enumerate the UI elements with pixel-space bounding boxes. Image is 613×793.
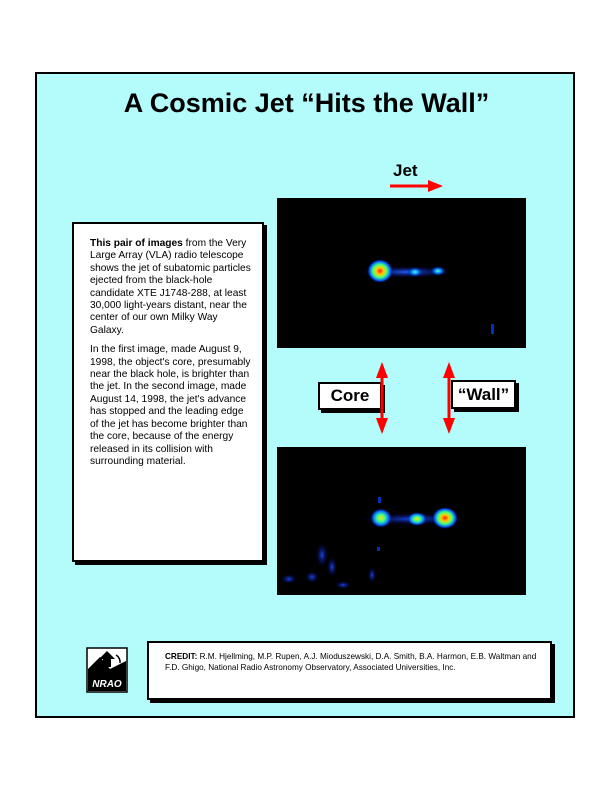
jet-arrow-icon <box>390 180 443 192</box>
credit-text: R.M. Hjellming, M.P. Rupen, A.J. Mioduszewski, D.A. Smith, B.A. Harmon, E.B. Waltman and F.D. Ghigo, National Radio Astronomy Observatory, Associated Universities, Inc. <box>165 652 537 673</box>
wall-label: “Wall” <box>451 380 516 409</box>
description-lead: This pair of images <box>90 238 183 249</box>
core-label: Core <box>318 382 382 410</box>
credit-box <box>147 641 552 700</box>
core-double-arrow-icon <box>376 362 388 434</box>
nrao-logo <box>86 647 128 693</box>
page-title: A Cosmic Jet “Hits the Wall” <box>123 88 490 118</box>
credit-label: CREDIT: <box>165 652 198 661</box>
jet-label: Jet <box>393 161 418 180</box>
logo-text: NRAO <box>92 679 122 690</box>
description-paragraph-2: In the first image, made August 9, 1998, the object's core, presumably near the black hole, is brighter than the jet. In the second image, made August 14, 1998, the jet's advance has stopped and the leading edge of the jet has become brighter than the core, because of the energy released in its collision with surrounding material. <box>90 344 251 467</box>
wall-double-arrow-icon <box>443 362 455 434</box>
description-body-1: from the Very Large Array (VLA) radio telescope shows the jet of subatomic particles ejected from the black-hole candidate XTE J1748-288, at least 30,000 light-years distant, near the center of our own Milky Way Galaxy. <box>90 238 251 336</box>
